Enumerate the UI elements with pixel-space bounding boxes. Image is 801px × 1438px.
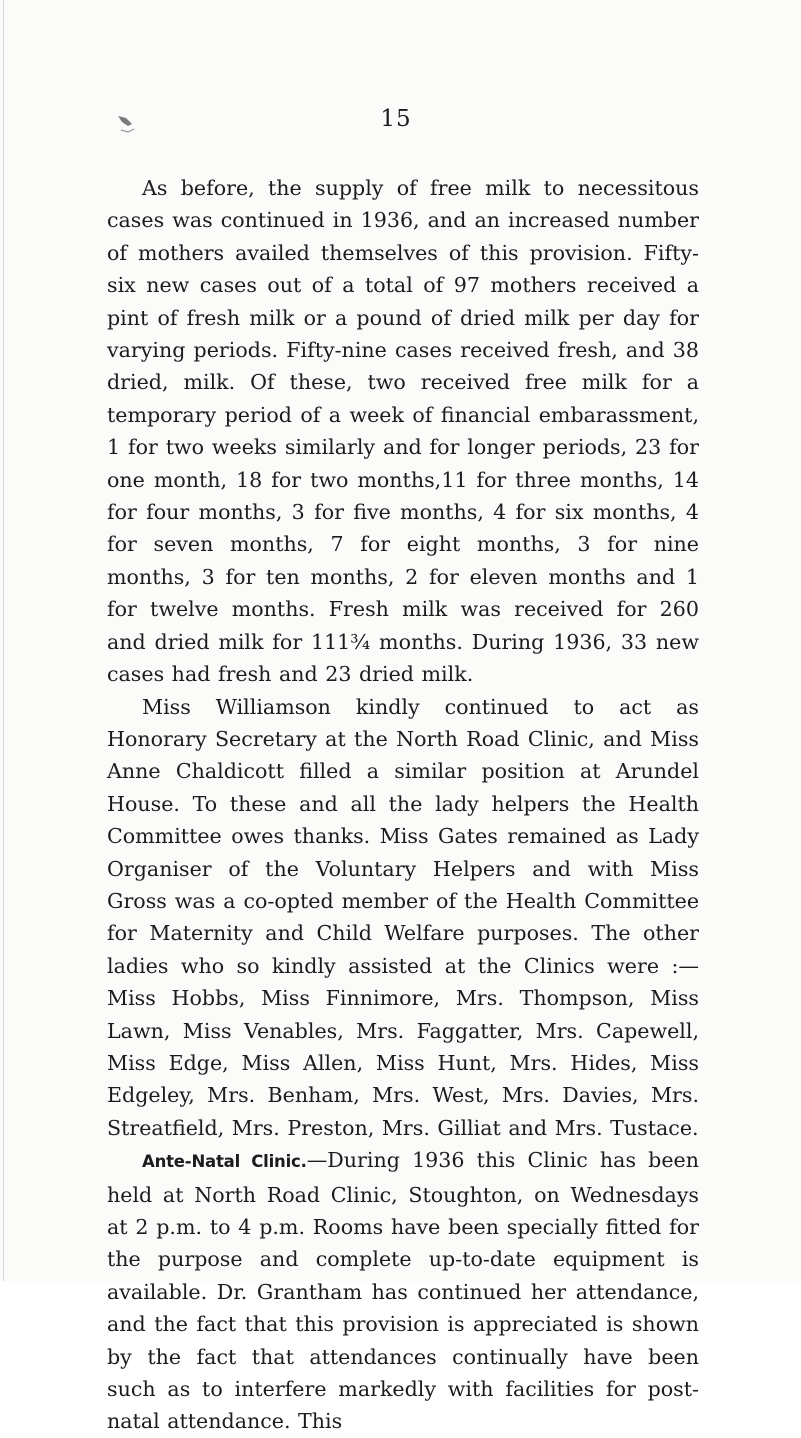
page-number: 15 [380,106,412,132]
body-text [107,172,699,1438]
paragraph-helpers: Miss Williamson kindly continued to act as Honorary Secretary at the North Road Clinic, and Miss Anne Chaldicott filled a similar position at Arundel House. To these and all the lady helpers the Health Committee owes thanks. Miss Gates remained as Lady Organiser of the Voluntary Helpers and with Miss Gross was a co-opted member of the Health Committee for Maternity and Child Welfare purposes. The other ladies who so kindly assisted at the Clinics were :—Miss Hobbs, Miss Finnimore, Mrs. Thompson, Miss Lawn, Miss Venables, Mrs. Faggatter, Mrs. Capewell, Miss Edge, Miss Allen, Miss Hunt, Mrs. Hides, Miss Edgeley, Mrs. Benham, Mrs. West, Mrs. Davies, Mrs. Streatfield, Mrs. Preston, Mrs. Gilliat and Mrs. Tustace. [107,694,699,1140]
binding-edge [3,0,4,1281]
paragraph-ante-natal [107,1144,699,1438]
section-heading-ante-natal: Ante-Natal Clinic. [142,1152,307,1172]
ink-smudge-icon [112,114,138,136]
paragraph-free-milk: As before, the supply of free milk to necessitous cases was continued in 1936, and an increased number of mothers availed themselves of this provision. Fifty-six new cases out of a total of 97 mothers received a pint of fresh milk or a pound of dried milk per day for varying periods. Fifty-nine cases received fresh, and 38 dried, milk. Of these, two received free milk for a temporary period of a week of financial embarassment, 1 for two weeks similarly and for longer periods, 23 for one month, 18 for two months,11 for three months, 14 for four months, 3 for five months, 4 for six months, 4 for seven months, 7 for eight months, 3 for nine months, 3 for ten months, 2 for eleven months and 1 for twelve months. Fresh milk was received for 260 and dried milk for 111¾ months. During 1936, 33 new cases had fresh and 23 dried milk. [107,176,699,687]
paragraph-ante-natal-text: —During 1936 this Clinic has been held at North Road Clinic, Stoughton, on Wednesdays at 2 p.m. to 4 p.m. Rooms have been specially fitted for the purpose and complete up-to-date equipment is available. Dr. Grantham has continued her attendance, and the fact that this provision is appreciated is shown by the fact that attendances continually have been such as to interfere markedly with facilities for post-natal attendance. This [107,1148,699,1434]
